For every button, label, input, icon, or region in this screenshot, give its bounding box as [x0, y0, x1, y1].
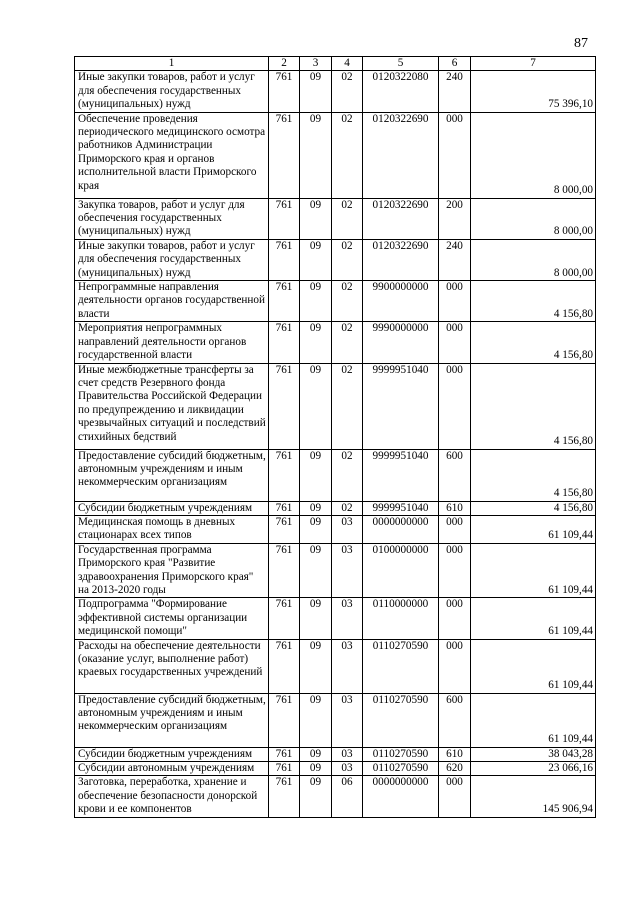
row-amount-cell: 8 000,00 — [471, 198, 596, 239]
row-type-cell: 000 — [439, 112, 471, 198]
row-type-cell: 600 — [439, 449, 471, 501]
row-name-cell: Расходы на обеспечение деятельности (оказание услуг, выполнение работ) краевых государственных учреждений — [75, 639, 269, 693]
row-section-cell: 09 — [300, 112, 332, 198]
row-type-cell: 240 — [439, 71, 471, 112]
row-subsection-cell: 02 — [332, 363, 363, 449]
row-amount-cell: 4 156,80 — [471, 449, 596, 501]
row-target-cell: 9999951040 — [363, 363, 439, 449]
row-amount-cell: 23 066,16 — [471, 761, 596, 775]
row-amount-cell: 61 109,44 — [471, 515, 596, 543]
row-code-cell: 761 — [269, 543, 300, 598]
header-cell: 3 — [300, 57, 332, 71]
row-type-cell: 000 — [439, 322, 471, 363]
row-section-cell: 09 — [300, 639, 332, 693]
row-amount-cell: 4 156,80 — [471, 322, 596, 363]
row-subsection-cell: 03 — [332, 761, 363, 775]
row-subsection-cell: 03 — [332, 747, 363, 761]
row-name-cell: Медицинская помощь в дневных стационарах всех типов — [75, 515, 269, 543]
row-section-cell: 09 — [300, 322, 332, 363]
table-row — [75, 598, 596, 639]
row-target-cell: 0110270590 — [363, 693, 439, 747]
row-subsection-cell: 02 — [332, 239, 363, 280]
row-subsection-cell: 06 — [332, 776, 363, 817]
header-cell: 1 — [75, 57, 269, 71]
row-amount-cell: 38 043,28 — [471, 747, 596, 761]
header-cell: 4 — [332, 57, 363, 71]
row-name-cell: Субсидии бюджетным учреждениям — [75, 501, 269, 515]
row-name-cell: Предоставление субсидий бюджетным, автономным учреждениям и иным некоммерческим организациям — [75, 449, 269, 501]
row-type-cell: 240 — [439, 239, 471, 280]
row-subsection-cell: 03 — [332, 515, 363, 543]
row-name-cell: Субсидии бюджетным учреждениям — [75, 747, 269, 761]
row-code-cell: 761 — [269, 281, 300, 322]
row-amount-cell: 61 109,44 — [471, 598, 596, 639]
row-target-cell: 9900000000 — [363, 281, 439, 322]
row-target-cell: 0100000000 — [363, 543, 439, 598]
row-target-cell: 0120322690 — [363, 112, 439, 198]
table-row — [75, 449, 596, 501]
row-type-cell: 000 — [439, 639, 471, 693]
row-type-cell: 000 — [439, 543, 471, 598]
row-code-cell: 761 — [269, 747, 300, 761]
row-target-cell: 0110270590 — [363, 747, 439, 761]
row-name-cell: Государственная программа Приморского края "Развитие здравоохранения Приморского края" на 2013-2020 годы — [75, 543, 269, 598]
row-subsection-cell: 02 — [332, 449, 363, 501]
table-row — [75, 515, 596, 543]
table-row — [75, 198, 596, 239]
row-name-cell: Заготовка, переработка, хранение и обеспечение безопасности донорской крови и ее компонентов — [75, 776, 269, 817]
table-row — [75, 747, 596, 761]
row-section-cell: 09 — [300, 239, 332, 280]
table-row — [75, 363, 596, 449]
row-code-cell: 761 — [269, 501, 300, 515]
row-name-cell: Иные закупки товаров, работ и услуг для обеспечения государственных (муниципальных) нужд — [75, 71, 269, 112]
table-row — [75, 239, 596, 280]
row-type-cell: 000 — [439, 776, 471, 817]
row-target-cell: 0000000000 — [363, 776, 439, 817]
row-type-cell: 600 — [439, 693, 471, 747]
row-target-cell: 0110270590 — [363, 639, 439, 693]
table-row — [75, 71, 596, 112]
table-row — [75, 761, 596, 775]
table-row — [75, 639, 596, 693]
row-name-cell: Субсидии автономным учреждениям — [75, 761, 269, 775]
row-section-cell: 09 — [300, 281, 332, 322]
row-amount-cell: 8 000,00 — [471, 112, 596, 198]
row-amount-cell: 8 000,00 — [471, 239, 596, 280]
row-target-cell: 0110270590 — [363, 761, 439, 775]
row-subsection-cell: 03 — [332, 693, 363, 747]
row-code-cell: 761 — [269, 322, 300, 363]
row-code-cell: 761 — [269, 198, 300, 239]
row-section-cell: 09 — [300, 449, 332, 501]
row-type-cell: 610 — [439, 747, 471, 761]
row-subsection-cell: 02 — [332, 71, 363, 112]
row-amount-cell: 145 906,94 — [471, 776, 596, 817]
row-type-cell: 620 — [439, 761, 471, 775]
row-code-cell: 761 — [269, 515, 300, 543]
row-subsection-cell: 02 — [332, 501, 363, 515]
table-row — [75, 501, 596, 515]
row-name-cell: Закупка товаров, работ и услуг для обеспечения государственных (муниципальных) нужд — [75, 198, 269, 239]
row-name-cell: Непрограммные направления деятельности органов государственной власти — [75, 281, 269, 322]
row-section-cell: 09 — [300, 598, 332, 639]
header-cell: 7 — [471, 57, 596, 71]
row-amount-cell: 61 109,44 — [471, 693, 596, 747]
table-row — [75, 776, 596, 817]
row-target-cell: 9990000000 — [363, 322, 439, 363]
row-type-cell: 000 — [439, 363, 471, 449]
row-name-cell: Иные закупки товаров, работ и услуг для обеспечения государственных (муниципальных) нужд — [75, 239, 269, 280]
row-section-cell: 09 — [300, 198, 332, 239]
row-subsection-cell: 02 — [332, 198, 363, 239]
row-section-cell: 09 — [300, 747, 332, 761]
row-amount-cell: 61 109,44 — [471, 543, 596, 598]
row-type-cell: 610 — [439, 501, 471, 515]
row-subsection-cell: 02 — [332, 112, 363, 198]
row-subsection-cell: 03 — [332, 639, 363, 693]
row-amount-cell: 75 396,10 — [471, 71, 596, 112]
row-code-cell: 761 — [269, 639, 300, 693]
row-section-cell: 09 — [300, 501, 332, 515]
row-name-cell: Подпрограмма "Формирование эффективной системы организации медицинской помощи" — [75, 598, 269, 639]
row-target-cell: 0120322690 — [363, 198, 439, 239]
budget-table — [74, 56, 596, 818]
table-row — [75, 322, 596, 363]
row-target-cell: 9999951040 — [363, 449, 439, 501]
row-code-cell: 761 — [269, 449, 300, 501]
row-type-cell: 000 — [439, 515, 471, 543]
row-code-cell: 761 — [269, 693, 300, 747]
row-section-cell: 09 — [300, 776, 332, 817]
row-type-cell: 200 — [439, 198, 471, 239]
row-subsection-cell: 03 — [332, 598, 363, 639]
row-amount-cell: 4 156,80 — [471, 363, 596, 449]
row-type-cell: 000 — [439, 281, 471, 322]
row-section-cell: 09 — [300, 761, 332, 775]
row-section-cell: 09 — [300, 515, 332, 543]
row-code-cell: 761 — [269, 776, 300, 817]
header-cell: 5 — [363, 57, 439, 71]
row-subsection-cell: 03 — [332, 543, 363, 598]
row-target-cell: 0110000000 — [363, 598, 439, 639]
table-row — [75, 112, 596, 198]
row-section-cell: 09 — [300, 363, 332, 449]
row-subsection-cell: 02 — [332, 322, 363, 363]
row-target-cell: 0120322690 — [363, 239, 439, 280]
row-amount-cell: 4 156,80 — [471, 281, 596, 322]
row-subsection-cell: 02 — [332, 281, 363, 322]
row-target-cell: 0120322080 — [363, 71, 439, 112]
row-section-cell: 09 — [300, 543, 332, 598]
table-row — [75, 281, 596, 322]
header-cell: 6 — [439, 57, 471, 71]
row-code-cell: 761 — [269, 598, 300, 639]
page-number: 87 — [574, 36, 588, 51]
row-target-cell: 9999951040 — [363, 501, 439, 515]
row-amount-cell: 61 109,44 — [471, 639, 596, 693]
row-section-cell: 09 — [300, 71, 332, 112]
row-section-cell: 09 — [300, 693, 332, 747]
header-cell: 2 — [269, 57, 300, 71]
row-code-cell: 761 — [269, 112, 300, 198]
row-type-cell: 000 — [439, 598, 471, 639]
row-name-cell: Предоставление субсидий бюджетным, автономным учреждениям и иным некоммерческим организациям — [75, 693, 269, 747]
row-target-cell: 0000000000 — [363, 515, 439, 543]
row-code-cell: 761 — [269, 761, 300, 775]
table-row — [75, 543, 596, 598]
table-row — [75, 693, 596, 747]
row-code-cell: 761 — [269, 363, 300, 449]
row-name-cell: Обеспечение проведения периодического медицинского осмотра работников Администрации Приморского края и органов исполнительной власти Приморского края — [75, 112, 269, 198]
row-name-cell: Мероприятия непрограммных направлений деятельности органов государственной власти — [75, 322, 269, 363]
row-amount-cell: 4 156,80 — [471, 501, 596, 515]
table-header-row — [75, 57, 596, 71]
row-code-cell: 761 — [269, 71, 300, 112]
row-code-cell: 761 — [269, 239, 300, 280]
row-name-cell: Иные межбюджетные трансферты за счет средств Резервного фонда Правительства Российской Федерации по предупреждению и ликвидации чрезвычайных ситуаций и последствий стихийных бедствий — [75, 363, 269, 449]
